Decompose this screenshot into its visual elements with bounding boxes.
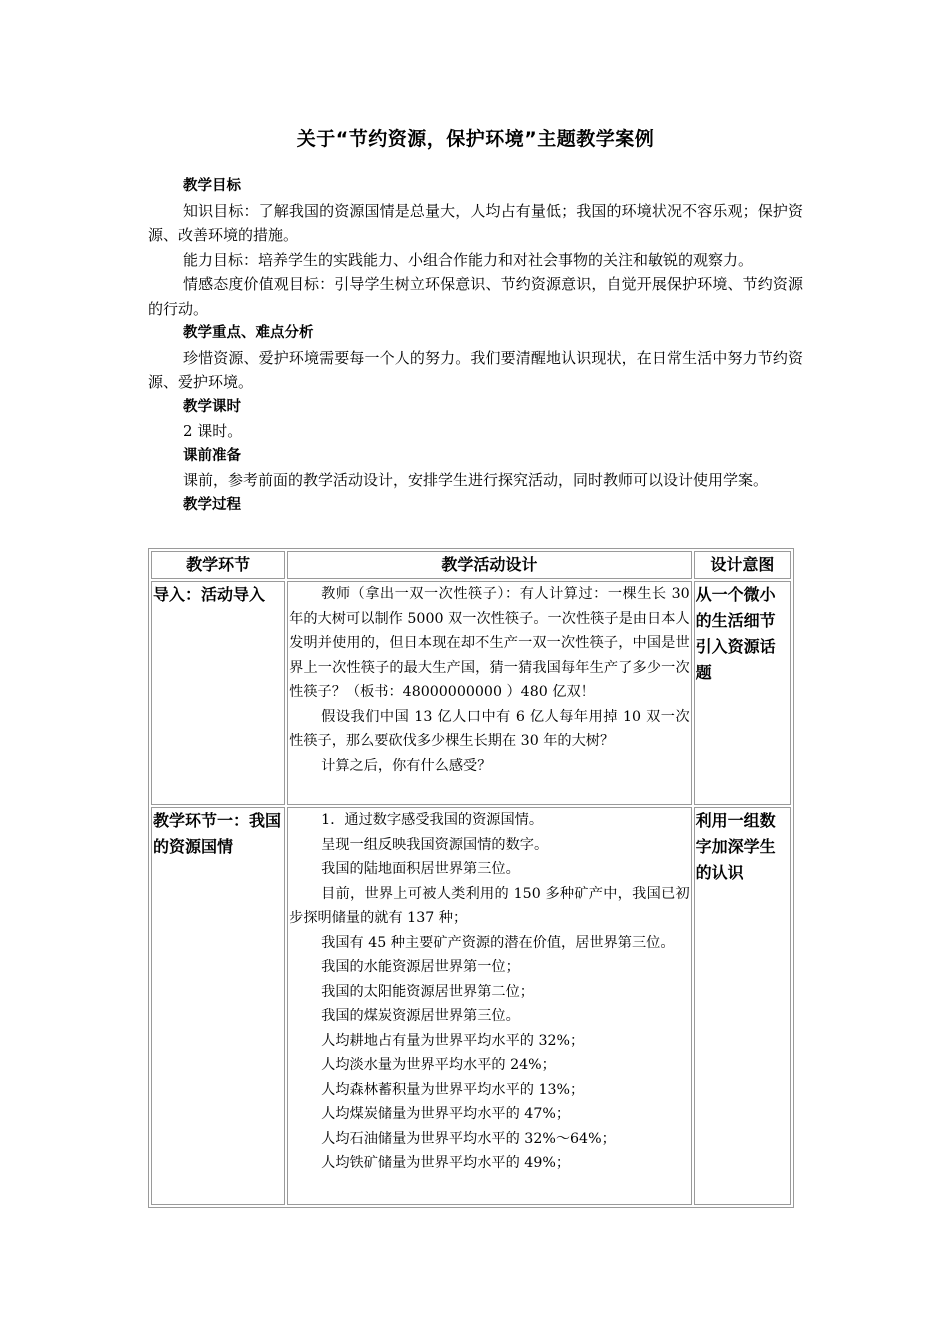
header-stage: 教学环节	[151, 551, 285, 579]
activity-line: 人均淡水量为世界平均水平的 24%；	[321, 1057, 556, 1073]
design-intent-cell: 从一个微小的生活细节引入资源话题	[694, 581, 791, 805]
activity-line: 教师（拿出一双一次性筷子）：有人计算过：一棵生长 30 年的大树可以制作 5000 双一次性筷子。一次性筷子是由日本人发明并使用的，但日本现在却不生产一双一次性筷子，中国是世界上一次性筷子的最大生产国，猜一猜我国每年生产了多少一次性筷子？（板书：48000000000 ）480 亿双！	[289, 586, 690, 700]
activity-line: 人均石油储量为世界平均水平的 32%～64%；	[321, 1130, 616, 1147]
activity-line: 我国有 45 种主要矿产资源的潜在价值，居世界第三位。	[321, 934, 675, 951]
header-activity-design: 教学活动设计	[287, 551, 691, 579]
activity-design-cell	[287, 581, 691, 805]
activity-line: 呈现一组反映我国资源国情的数字。	[321, 836, 549, 853]
teaching-process-table	[148, 548, 794, 1208]
activity-line: 我国的水能资源居世界第一位；	[321, 959, 520, 975]
class-hours-heading: 教学课时	[183, 398, 241, 415]
activity-line: 我国的陆地面积居世界第三位。	[321, 861, 520, 877]
document-title: 关于“节约资源，保护环境”主题教学案例	[296, 128, 655, 150]
activity-line: 人均耕地占有量为世界平均水平的 32%；	[321, 1032, 585, 1049]
goal-ability: 能力目标：培养学生的实践能力、小组合作能力和对社会事物的关注和敏锐的观察力。	[183, 250, 754, 269]
goal-knowledge: 知识目标：了解我国的资源国情是总量大，人均占有量低；我国的环境状况不容乐观；保护资源、改善环境的措施。	[148, 201, 803, 244]
document-body	[148, 174, 803, 517]
activity-line: 假设我们中国 13 亿人口中有 6 亿人每年用掉 10 双一次性筷子，那么要砍伐多少棵生长期在 30 年的大树？	[289, 708, 690, 749]
key-points-text: 珍惜资源、爱护环境需要每一个人的努力。我们要清醒地认识现状，在日常生活中努力节约资源、爱护环境。	[148, 348, 803, 391]
table-row	[151, 807, 791, 1205]
activity-line: 人均煤炭储量为世界平均水平的 47%；	[321, 1106, 571, 1122]
stage-cell: 教学环节一：我国的资源国情	[151, 807, 285, 1205]
activity-line: 目前，世界上可被人类利用的 150 多种矿产中，我国已初步探明储量的就有 137 种；	[289, 885, 690, 926]
activity-design-cell	[287, 807, 691, 1205]
activity-line: 人均铁矿储量为世界平均水平的 49%；	[321, 1155, 571, 1171]
activity-line: 人均森林蓄积量为世界平均水平的 13%；	[321, 1081, 585, 1098]
class-hours-text: 2 课时。	[183, 422, 243, 440]
preparation-heading: 课前准备	[183, 447, 241, 464]
stage-cell: 导入：活动导入	[151, 581, 285, 805]
key-points-heading: 教学重点、难点分析	[183, 325, 314, 341]
activity-line: 1．通过数字感受我国的资源国情。	[321, 812, 544, 828]
activity-line: 我国的煤炭资源居世界第三位。	[321, 1008, 520, 1024]
process-heading: 教学过程	[183, 496, 241, 513]
table-header-row	[151, 551, 791, 579]
goals-heading: 教学目标	[183, 178, 241, 194]
design-intent-cell: 利用一组数字加深学生的认识	[694, 807, 791, 1205]
activity-line: 我国的太阳能资源居世界第二位；	[321, 983, 534, 1000]
preparation-text: 课前，参考前面的教学活动设计，安排学生进行探究活动，同时教师可以设计使用学案。	[183, 471, 769, 489]
activity-line: 计算之后，你有什么感受？	[321, 757, 492, 774]
goal-emotion: 情感态度价值观目标：引导学生树立环保意识、节约资源意识，自觉开展保护环境、节约资源的行动。	[148, 275, 803, 318]
table-row	[151, 581, 791, 805]
header-design-intent: 设计意图	[694, 551, 791, 579]
